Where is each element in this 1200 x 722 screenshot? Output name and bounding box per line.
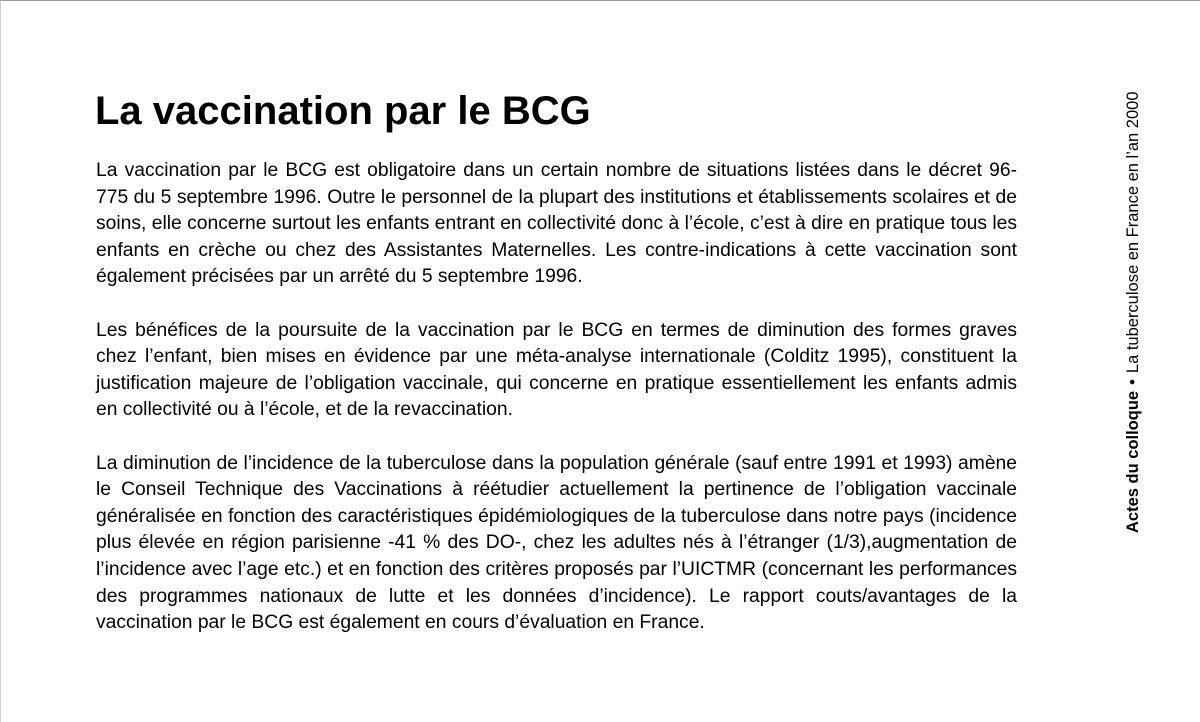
running-header-subtitle: La tuberculose en France en l’an 2000 <box>1124 91 1142 374</box>
page-title: La vaccination par le BCG <box>95 89 591 133</box>
running-header <box>1122 91 1144 533</box>
running-header-series: Actes du colloque <box>1124 390 1142 533</box>
paragraph-obligation: La vaccination par le BCG est obligatoire dans un certain nombre de situations listées dans le décret 96-775 du 5 septembre 1996. Outre le personnel de la plupart des institutions et établissements scolaires et de soins, elle concerne surtout les enfants entrant en collectivité donc à l’école, c’est à dire en pratique tous les enfants en crèche ou chez des Assistantes Maternelles. Les contre-indications à cette vaccination sont également précisées par un arrêté du 5 septembre 1996. <box>96 160 1017 288</box>
running-header-bullet: • <box>1124 379 1142 385</box>
body-text <box>96 158 1017 637</box>
paragraph-benefits: Les bénéfices de la poursuite de la vaccination par le BCG en termes de diminution des formes graves chez l’enfant, bien mises en évidence par une méta-analyse internationale (Colditz 1995), constituent la justification majeure de l’obligation vaccinale, qui concerne en pratique essentiellement les enfants admis en collectivité ou à l’école, et de la revaccination. <box>96 319 1017 421</box>
paragraph-incidence: La diminution de l’incidence de la tuberculose dans la population générale (sauf entre 1991 et 1993) amène le Conseil Technique des Vaccinations à réétudier actuellement la pertinence de l’obligation vaccinale généralisée en fonction des caractéristiques épidémiologiques de la tuberculose dans notre pays (incidence plus élevée en région parisienne -41 % des DO-, chez les adultes nés à l’étranger (1/3),augmentation de l’incidence avec l’age etc.) et en fonction des critères proposés par l’UICTMR (concernant les performances des programmes nationaux de lutte et les données d’incidence). Le rapport couts/avantages de la vaccination par le BCG est également en cours d’évaluation en France. <box>96 452 1017 634</box>
